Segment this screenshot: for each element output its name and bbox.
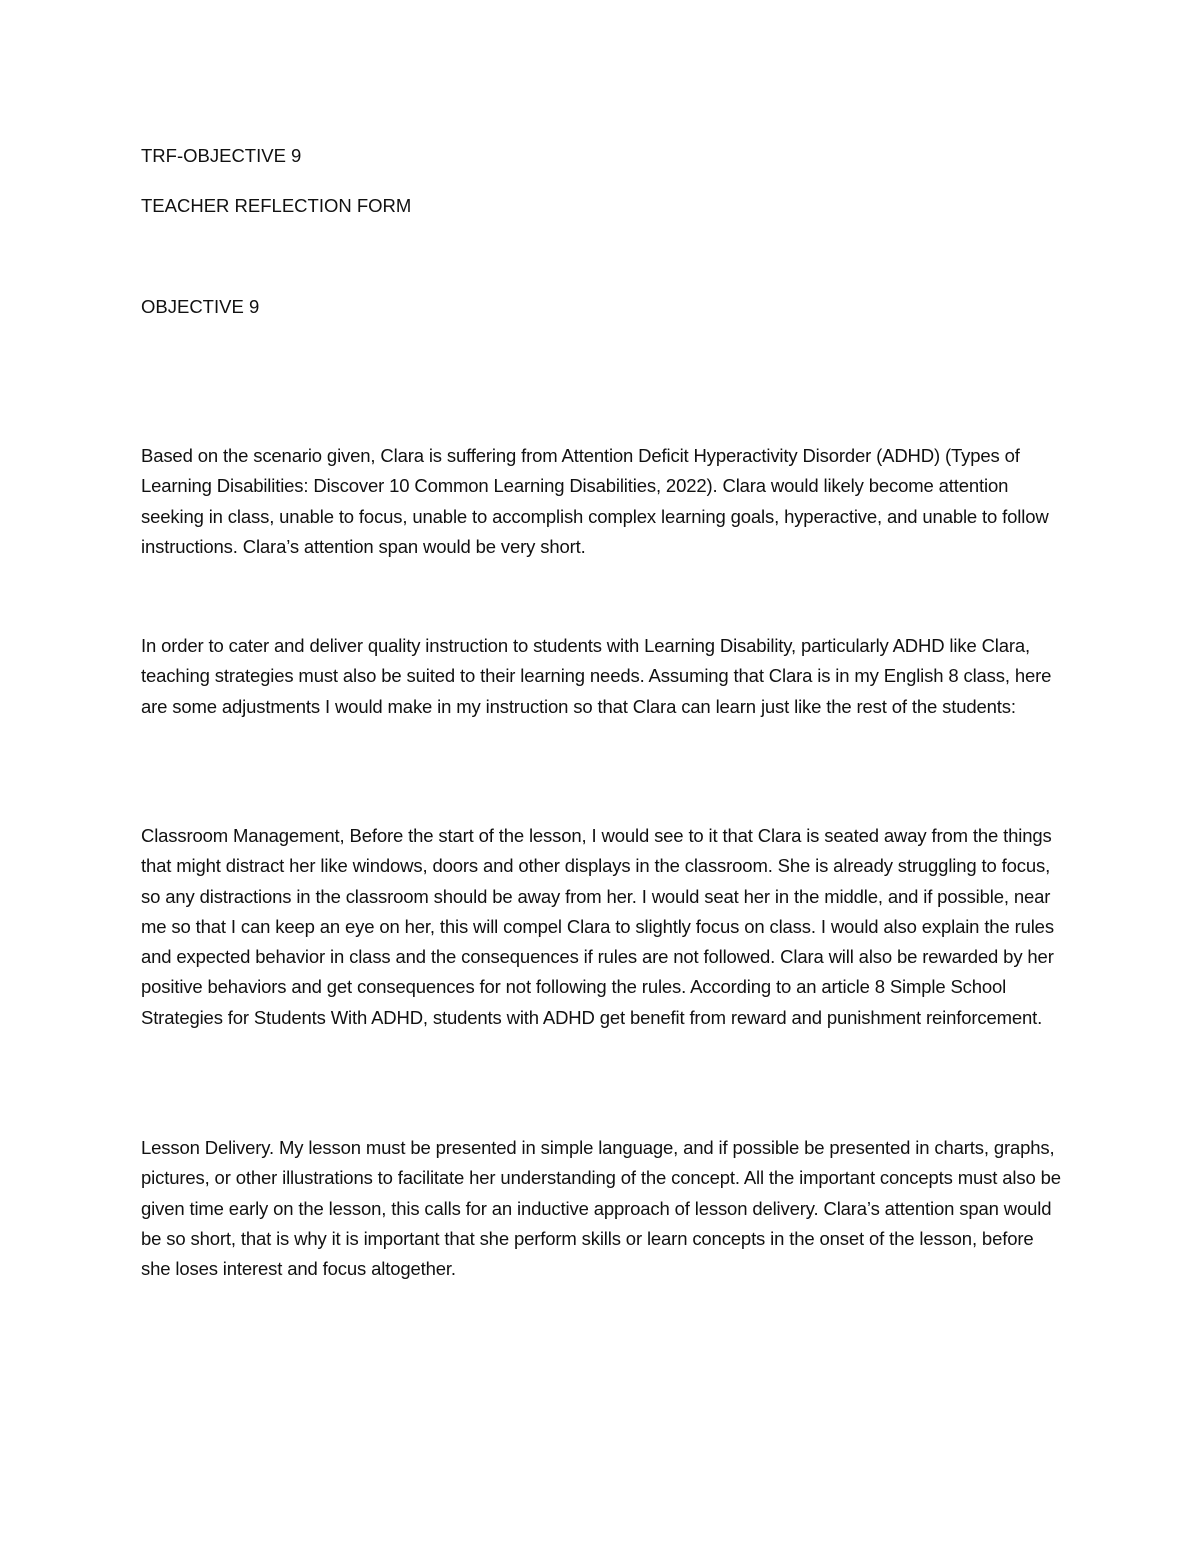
paragraph-adjustments-intro: In order to cater and deliver quality instruction to students with Learning Disability, particularly ADHD like Clara, teaching strategies must also be suited to their learning needs. Assuming that Clara is in my English 8 class, here are some adjustments I would make in my instruction so that Clara can learn just like the rest of the students:: [141, 635, 1052, 717]
paragraph-diagnosis: Based on the scenario given, Clara is suffering from Attention Deficit Hyperactivity Disorder (ADHD) (Types of Learning Disabilities: Discover 10 Common Learning Disabilities, 2022). Clara would likely become attention seeking in class, unable to focus, unable to accomplish complex learning goals, hyperactive, and unable to follow instructions. Clara’s attention span would be very short.: [141, 445, 1049, 557]
paragraph-classroom-management: Classroom Management, Before the start of the lesson, I would see to it that Clara is seated away from the things that might distract her like windows, doors and other displays in the classroom. She is already struggling to focus, so any distractions in the classroom should be away from her. I would seat her in the middle, and if possible, near me so that I can keep an eye on her, this will compel Clara to slightly focus on class. I would also explain the rules and expected behavior in class and the consequences if rules are not followed. Clara will also be rewarded by her positive behaviors and get consequences for not following the rules. According to an article 8 Simple School Strategies for Students With ADHD, students with ADHD get benefit from reward and punishment reinforcement.: [141, 825, 1054, 1028]
paragraph-lesson-delivery: Lesson Delivery. My lesson must be presented in simple language, and if possible be presented in charts, graphs, pictures, or other illustrations to facilitate her understanding of the concept. All the important concepts must also be given time early on the lesson, this calls for an inductive approach of lesson delivery. Clara’s attention span would be so short, that is why it is important that she perform skills or learn concepts in the onset of the lesson, before she loses interest and focus altogether.: [141, 1137, 1061, 1280]
objective-heading: OBJECTIVE 9: [141, 296, 260, 317]
form-title: TEACHER REFLECTION FORM: [141, 195, 412, 216]
document-code: TRF-OBJECTIVE 9: [141, 145, 302, 166]
